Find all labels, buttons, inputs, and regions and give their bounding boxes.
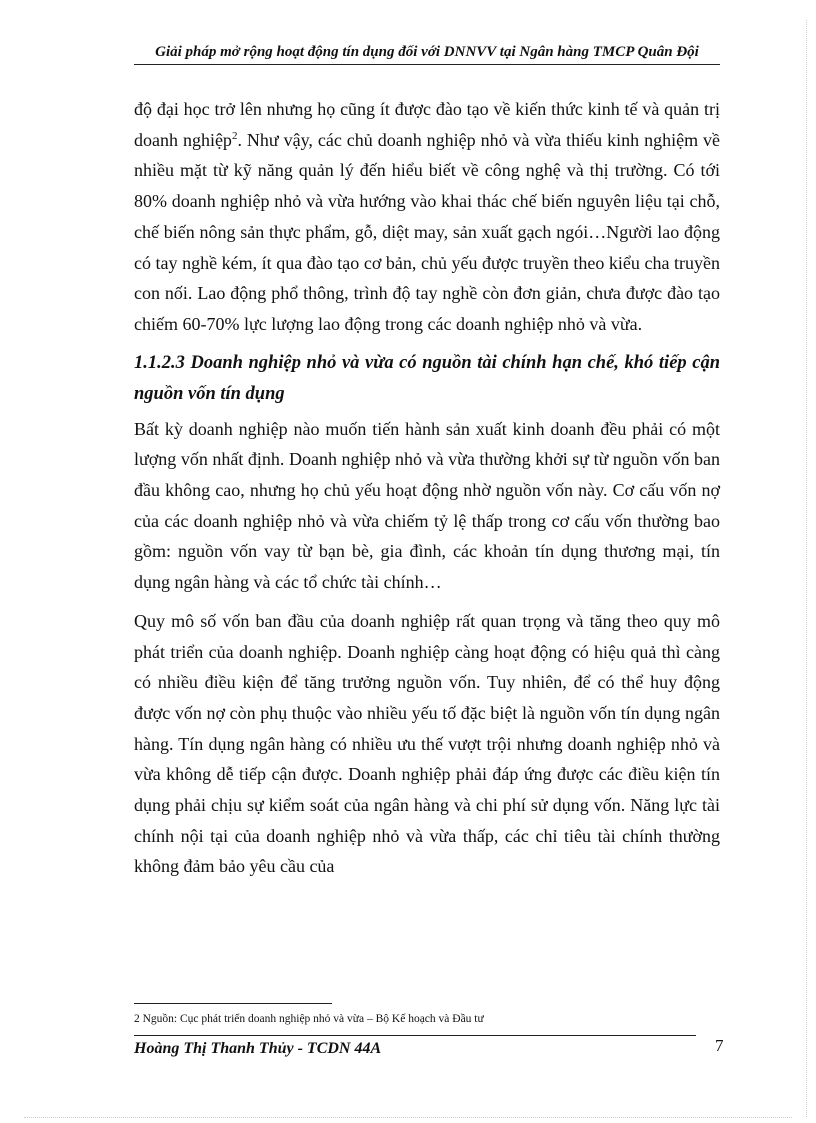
paragraph-text: độ đại học trở lên nhưng họ cũng ít được đào tạo về kiến thức kinh tế và quản trị doanh nghiệp <box>134 99 720 150</box>
footer-rule <box>134 1035 696 1036</box>
body-paragraph: Bất kỳ doanh nghiệp nào muốn tiến hành sản xuất kinh doanh đều phải có một lượng vốn nhất định. Doanh nghiệp nhỏ và vừa thường khởi sự từ nguồn vốn ban đầu không cao, nhưng họ chủ yếu hoạt động nhờ nguồn vốn này. Cơ cấu vốn nợ của các doanh nghiệp nhỏ và vừa chiếm tỷ lệ thấp trong cơ cấu vốn thường bao gồm: nguồn vốn vay từ bạn bè, gia đình, các khoản tín dụng thương mại, tín dụng ngân hàng và các tổ chức tài chính… <box>134 418 720 593</box>
footer-author: Hoàng Thị Thanh Thủy - TCDN 44A <box>134 1040 382 1057</box>
body-paragraph <box>134 94 720 340</box>
paragraph-text: . Như vậy, các chủ doanh nghiệp nhỏ và vừa thiếu kinh nghiệm về nhiều mặt từ kỹ năng quản lý đến hiểu biết về công nghệ và thị trường. Có tới 80% doanh nghiệp nhỏ và vừa hướng vào khai thác chế biến nguyên liệu tại chỗ, chế biến nông sản thực phẩm, gỗ, diệt may, sản xuất gạch ngói…Người lao động có tay nghề kém, ít qua đào tạo cơ bản, chủ yếu được truyền theo kiểu cha truyền con nối. Lao động phổ thông, trình độ tay nghề còn đơn giản, chưa được đào tạo chiếm 60-70% lực lượng lao động trong các doanh nghiệp nhỏ và vừa. <box>134 129 721 334</box>
footnote: 2 Nguồn: Cục phát triển doanh nghiệp nhỏ và vừa – Bộ Kế hoạch và Đầu tư <box>134 1013 484 1025</box>
document-body <box>134 94 720 890</box>
footnote-reference[interactable]: 2 <box>231 129 238 142</box>
page-border-right <box>806 20 807 1117</box>
page-border-bottom <box>24 1117 792 1118</box>
footnote-separator <box>134 1003 332 1004</box>
body-paragraph: Quy mô số vốn ban đầu của doanh nghiệp rất quan trọng và tăng theo quy mô phát triển của doanh nghiệp. Doanh nghiệp càng hoạt động có hiệu quả thì càng có nhiều điều kiện để tăng trưởng nguồn vốn. Tuy nhiên, để có thể huy động được vốn nợ còn phụ thuộc vào nhiều yếu tố đặc biệt là nguồn vốn tín dụng ngân hàng. Tín dụng ngân hàng có nhiều ưu thế vượt trội nhưng doanh nghiệp nhỏ và vừa không dễ tiếp cận được. Doanh nghiệp phải đáp ứng được các điều kiện tín dụng phải chịu sự kiểm soát của ngân hàng và chi phí sử dụng vốn. Năng lực tài chính nội tại của doanh nghiệp nhỏ và vừa thấp, các chỉ tiêu tài chính thường không đảm bảo yêu cầu của <box>134 610 720 877</box>
section-heading: 1.1.2.3 Doanh nghiệp nhỏ và vừa có nguồn tài chính hạn chế, khó tiếp cận nguồn vốn tín dụng <box>134 352 720 404</box>
running-header: Giải pháp mở rộng hoạt động tín dụng đối với DNNVV tại Ngân hàng TMCP Quân Đội <box>134 44 720 65</box>
page-number: 7 <box>715 1036 724 1055</box>
